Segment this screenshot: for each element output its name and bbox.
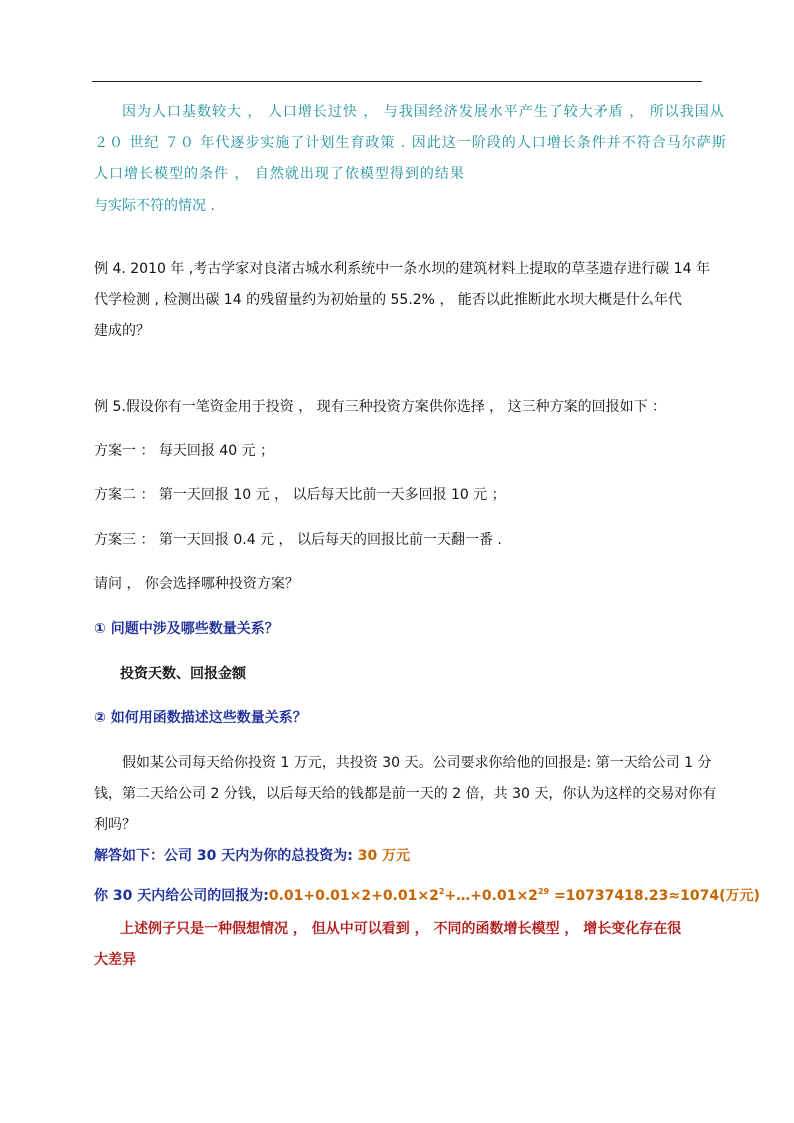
- example5-plan2: 方案二 ： 第一天回报 10 元 ， 以后每天比前一天多回报 10 元 ；: [94, 487, 506, 503]
- q1-answer: 投资天数、回报金额: [120, 666, 246, 682]
- example4-line3: 建成的？: [94, 323, 150, 339]
- paragraph1-line1: 因为人口基数较大 ， 人口增长过快 ， 与我国经济发展水平产生了较大矛盾 ， 所以我国从: [122, 104, 725, 120]
- conclusion-line2: 大差异: [94, 952, 136, 968]
- example5-plan1: 方案一 ： 每天回报 40 元 ；: [94, 443, 275, 459]
- example5-question: 请问 ， 你会选择哪种投资方案？: [94, 576, 299, 592]
- formula-part-b: +…+0.01×2: [444, 888, 538, 904]
- formula-prefix: 你 30 天内给公司的回报为:: [94, 888, 269, 904]
- conclusion-line1: 上述例子只是一种假想情况 ， 但从中可以看到 ， 不同的函数增长模型 ， 增长变化存在很: [120, 921, 682, 937]
- q2-para-line2: 钱，第二天给公司 2 分钱，以后每天给的钱都是前一天的 2 倍，共 30 天，你认为这样的交易对你有: [94, 786, 717, 802]
- formula-part-a: 0.01+0.01×2+0.01×2: [268, 888, 439, 904]
- example4-line1: 例 4. 2010 年 ,考古学家对良渚古城水利系统中一条水坝的建筑材料上提取的草茎遗存进行碳 14 年: [94, 261, 710, 277]
- example5-intro: 例 5.假设你有一笔资金用于投资 ， 现有三种投资方案供你选择 ， 这三种方案的回报如下 ：: [94, 399, 667, 415]
- solution-total-line: [94, 846, 410, 866]
- example5-plan3: 方案三 ： 第一天回报 0.4 元 ， 以后每天的回报比前一天翻一番 .: [94, 532, 502, 548]
- formula-part-c: =10737418.23≈1074(万元): [549, 888, 760, 904]
- example4-line2: 代学检测 , 检测出碳 14 的残留量约为初始量的 55.2% ， 能否以此推断此水坝大概是什么年代: [94, 292, 682, 308]
- solution-total: 30 万元: [357, 848, 411, 864]
- q2-para-line1: 假如某公司每天给你投资 1 万元，共投资 30 天。公司要求你给他的回报是: 第一天给公司 1 分: [122, 755, 712, 771]
- header-rule: [92, 81, 702, 82]
- paragraph1-line2: ２０ 世纪 ７０ 年代逐步实施了计划生育政策 . 因此这一阶段的人口增长条件并不符合马尔萨斯: [94, 135, 727, 151]
- q1-label: ① 问题中涉及哪些数量关系？: [94, 621, 279, 637]
- formula-exponent-2: 2: [438, 887, 445, 896]
- q2-label: ② 如何用函数描述这些数量关系？: [94, 710, 307, 726]
- solution-prefix: 解答如下：公司 30 天内为你的总投资为:: [94, 848, 358, 864]
- paragraph1-line4: 与实际不符的情况 .: [94, 198, 215, 214]
- solution-formula-line: [94, 886, 760, 906]
- q2-para-line3: 利吗？: [94, 817, 136, 833]
- formula-exponent-29: 29: [537, 887, 550, 896]
- paragraph1-line3: 人口增长模型的条件 ， 自然就出现了依模型得到的结果: [94, 166, 465, 182]
